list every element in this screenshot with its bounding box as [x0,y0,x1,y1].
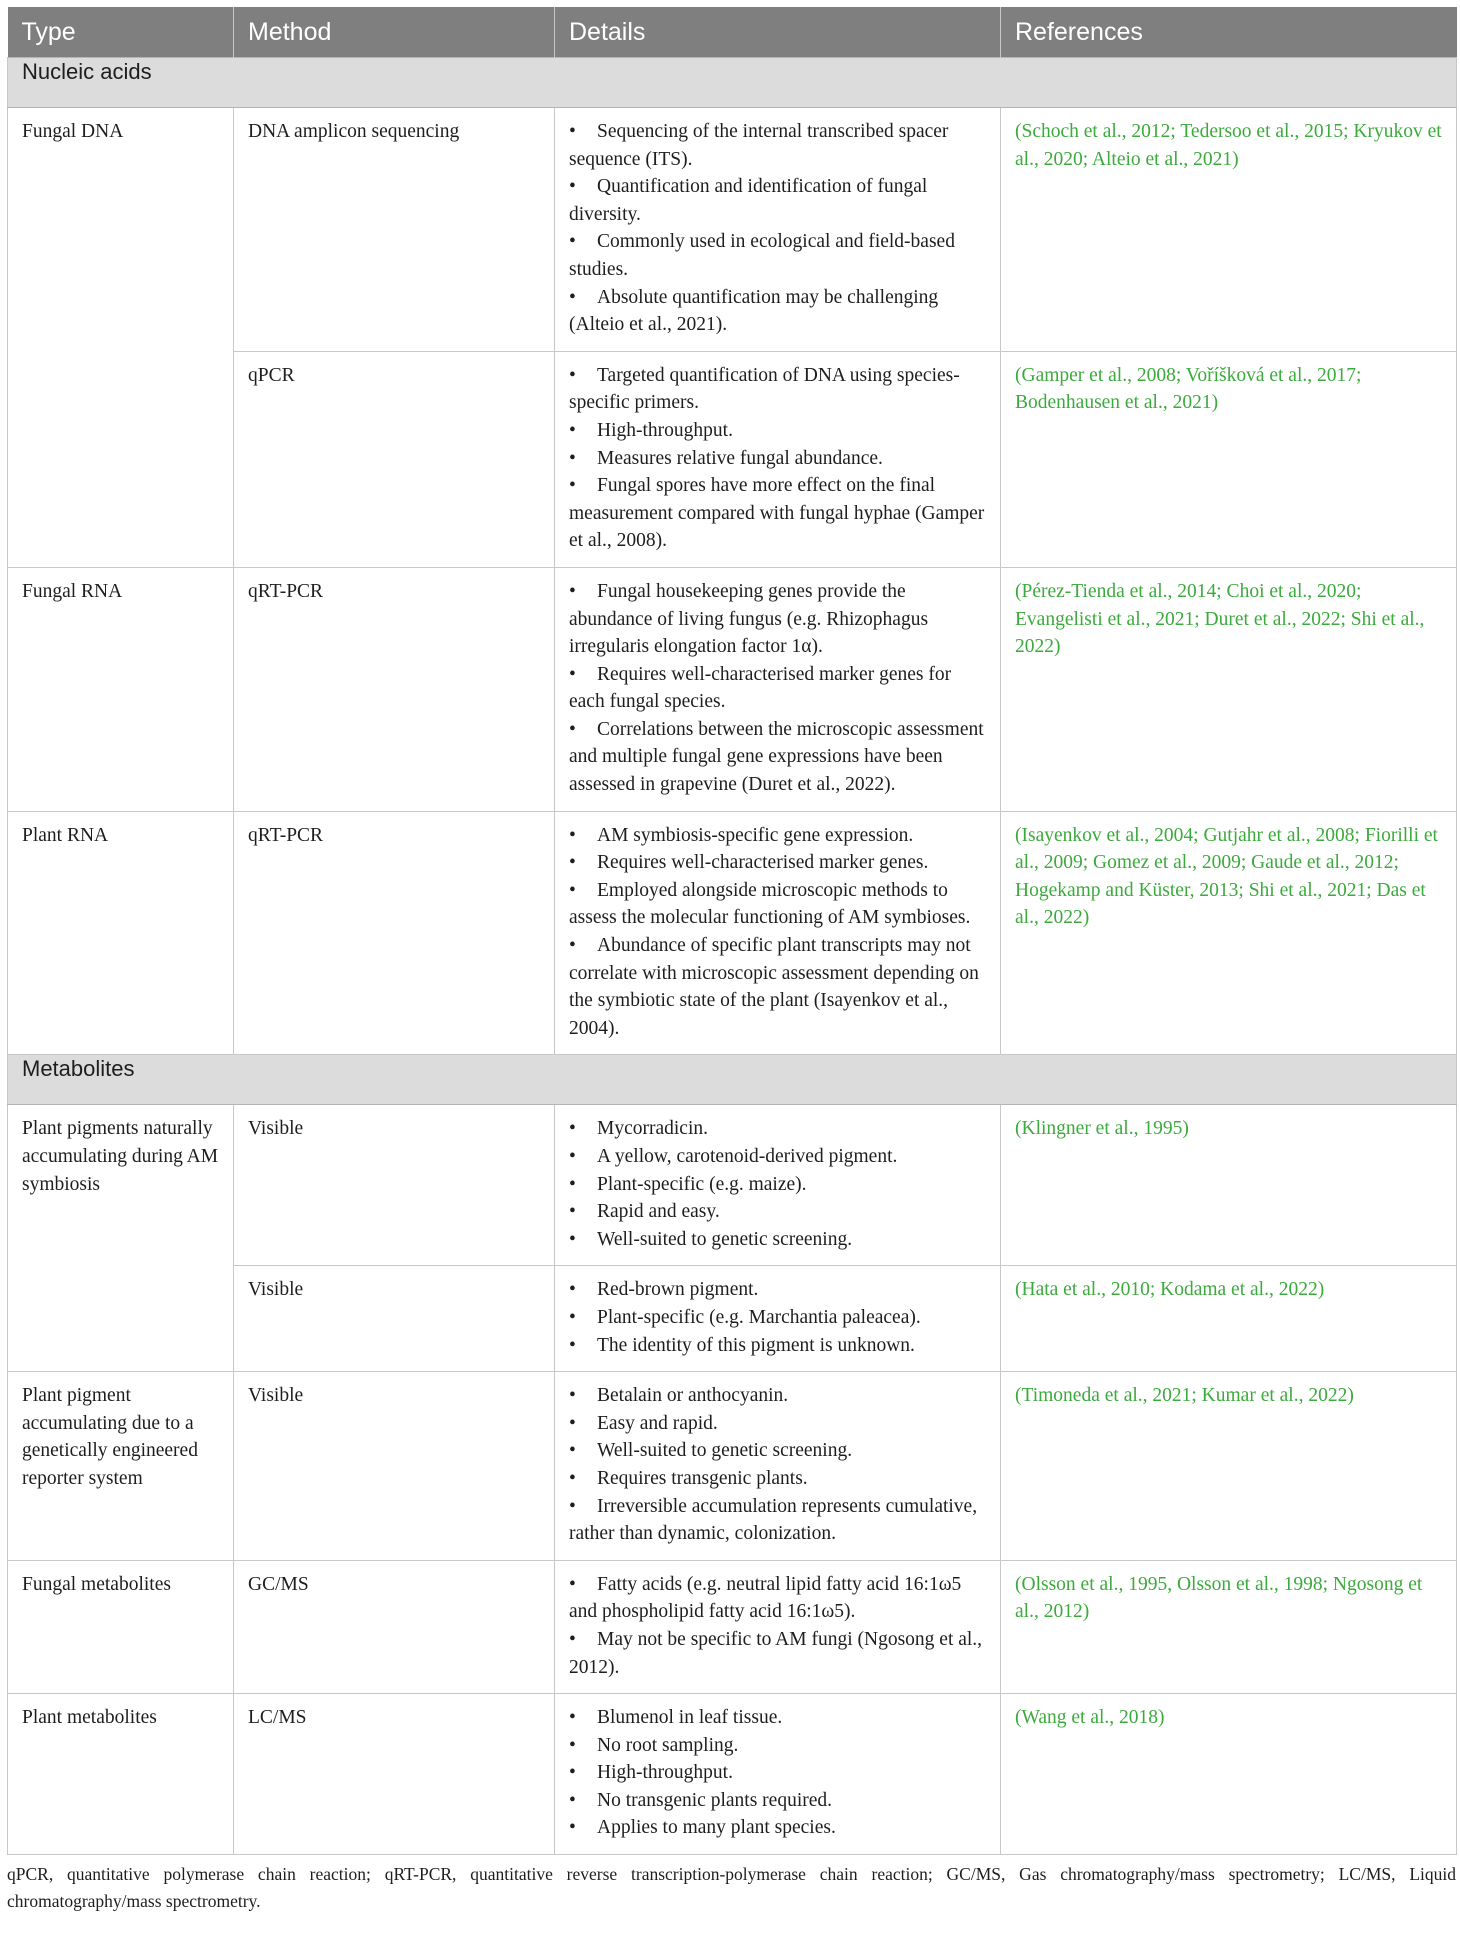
list-item [569,1814,986,1842]
table-row [8,811,1457,1055]
list-item [569,1437,986,1465]
list-item [569,472,986,555]
header-references: References [1001,7,1457,58]
header-details: Details [555,7,1001,58]
reference-links[interactable]: (Gamper et al., 2008; Voříšková et al., 2017; Bodenhausen et al., 2021) [1015,364,1362,414]
list-item [569,849,986,877]
details-list [569,822,986,1043]
bullet-icon: • [569,1334,576,1356]
detail-text: Well-suited to genetic screening. [597,1440,853,1462]
detail-text: Easy and rapid. [597,1412,718,1434]
details-cell [555,1266,1001,1372]
table-row [8,567,1457,811]
list-item [569,578,986,661]
type-cell: Plant metabolites [8,1694,234,1855]
bullet-icon: • [569,1146,576,1167]
list-item [569,118,986,173]
bullet-icon: • [569,1707,576,1729]
list-item [569,932,986,1042]
detail-text: Well-suited to genetic screening. [597,1228,853,1250]
list-item [569,173,986,228]
reference-links[interactable]: (Hata et al., 2010; Kodama et al., 2022) [1015,1279,1325,1301]
list-item [569,1382,986,1410]
method-cell: Visible [234,1105,555,1266]
references-cell [1001,567,1457,811]
list-item [569,1332,986,1360]
bullet-icon: • [569,580,576,602]
type-cell: Fungal RNA [8,567,234,811]
references-cell [1001,1372,1457,1561]
details-list [569,1382,986,1548]
bullet-icon: • [569,231,576,253]
bullet-icon: • [569,1573,576,1595]
detail-text: Irreversible accumulation represents cumulative, rather than dynamic, colonization. [569,1495,978,1545]
detail-text: A yellow, carotenoid-derived pigment. [597,1146,898,1167]
bullet-icon: • [569,1467,576,1489]
references-cell [1001,1694,1457,1855]
bullet-icon: • [569,447,576,469]
detail-text: Measures relative fungal abundance. [597,447,883,469]
list-item [569,1493,986,1548]
detail-text: May not be specific to AM fungi (Ngosong et al., 2012). [569,1628,983,1678]
table-footnote: qPCR, quantitative polymerase chain reaction; qRT-PCR, quantitative reverse transcription-polymerase chain reaction; GC/MS, Gas chromatography/mass spectrometry; LC/MS, Liquid chromatography/mass spectrometry. [7,1864,1456,1912]
list-item [569,445,986,473]
detail-text: Absolute quantification may be challenging (Alteio et al., 2021). [569,286,939,336]
detail-text: Rapid and easy. [597,1201,720,1223]
section-row [8,1055,1457,1105]
detail-text: Blumenol in leaf tissue. [597,1707,783,1729]
table-container [7,7,1456,1915]
bullet-icon: • [569,176,576,198]
list-item [569,1115,986,1143]
bullet-icon: • [569,1118,576,1140]
list-item [569,1732,986,1760]
bullet-icon: • [569,852,576,874]
header-row [8,7,1457,58]
detail-text: No root sampling. [597,1734,739,1756]
detail-text: No transgenic plants required. [597,1789,833,1811]
details-cell [555,351,1001,567]
detail-text: Mycorradicin. [597,1118,709,1140]
detail-text: High-throughput. [597,419,733,441]
detail-text: Commonly used in ecological and field-based studies. [569,231,955,280]
reference-links[interactable]: (Klingner et al., 1995) [1015,1118,1189,1140]
details-cell [555,1560,1001,1693]
bullet-icon: • [569,1762,576,1784]
bullet-icon: • [569,475,576,497]
details-list [569,362,986,555]
detail-text: Red-brown pigment. [597,1279,759,1301]
list-item [569,228,986,283]
method-cell: DNA amplicon sequencing [234,108,555,352]
method-cell: GC/MS [234,1560,555,1693]
list-item [569,1226,986,1254]
details-list [569,1704,986,1842]
bullet-icon: • [569,286,576,308]
list-item [569,1465,986,1493]
type-cell: Fungal metabolites [8,1560,234,1693]
bullet-icon: • [569,1734,576,1756]
detail-text: The identity of this pigment is unknown. [597,1334,915,1356]
section-row [8,58,1457,108]
reference-links[interactable]: (Schoch et al., 2012; Tedersoo et al., 2015; Kryukov et al., 2020; Alteio et al., 2021) [1015,121,1442,170]
references-cell [1001,1560,1457,1693]
type-cell: Plant pigment accumulating due to a genetically engineered reporter system [8,1372,234,1561]
list-item [569,1171,986,1199]
list-item [569,417,986,445]
section-title: Metabolites [8,1055,1457,1105]
detail-text: Quantification and identification of fungal diversity. [569,176,928,225]
bullet-icon: • [569,1306,576,1328]
bullet-icon: • [569,121,576,142]
bullet-icon: • [569,1412,576,1434]
methods-table [7,7,1457,1855]
table-row [8,1694,1457,1855]
list-item [569,1410,986,1438]
bullet-icon: • [569,935,576,957]
detail-text: Fungal spores have more effect on the final measurement compared with fungal hyphae (Gamper et al., 2008). [569,475,985,552]
list-item [569,1198,986,1226]
reference-links[interactable]: (Timoneda et al., 2021; Kumar et al., 2022) [1015,1385,1354,1407]
type-cell: Fungal DNA [8,108,234,568]
references-cell [1001,811,1457,1055]
header-type: Type [8,7,234,58]
detail-text: Requires well-characterised marker genes. [597,852,929,874]
list-item [569,1276,986,1304]
detail-text: High-throughput. [597,1762,733,1784]
detail-text: AM symbiosis-specific gene expression. [597,824,914,846]
table-row [8,1105,1457,1266]
reference-links[interactable]: (Wang et al., 2018) [1015,1707,1165,1729]
bullet-icon: • [569,1440,576,1462]
table-body [8,58,1457,1855]
bullet-icon: • [569,1385,576,1407]
list-item [569,822,986,850]
list-item [569,716,986,799]
list-item [569,1571,986,1626]
method-cell: qRT-PCR [234,811,555,1055]
type-cell: Plant RNA [8,811,234,1055]
detail-text: Betalain or anthocyanin. [597,1385,789,1407]
list-item [569,661,986,716]
detail-text: Fungal housekeeping genes provide the abundance of living fungus (e.g. Rhizophagus irregularis elongation factor 1α). [569,580,929,658]
list-item [569,1787,986,1815]
bullet-icon: • [569,1201,576,1223]
references-cell [1001,1105,1457,1266]
details-list [569,578,986,799]
list-item [569,1143,986,1171]
detail-text: Abundance of specific plant transcripts may not correlate with microscopic assessment depending on the symbiotic state of the plant (Isayenkov et al., 2004). [569,935,979,1039]
details-cell [555,811,1001,1055]
bullet-icon: • [569,419,576,441]
list-item [569,1304,986,1332]
details-list [569,118,986,339]
section-title: Nucleic acids [8,58,1457,108]
list-item [569,877,986,932]
bullet-icon: • [569,1817,576,1839]
details-list [569,1571,986,1681]
bullet-icon: • [569,1228,576,1250]
bullet-icon: • [569,879,576,901]
bullet-icon: • [569,718,576,740]
details-cell [555,108,1001,352]
method-cell: Visible [234,1266,555,1372]
detail-text: Plant-specific (e.g. maize). [597,1173,807,1195]
bullet-icon: • [569,1173,576,1195]
details-cell [555,567,1001,811]
list-item [569,284,986,339]
table-row [8,108,1457,352]
references-cell [1001,1266,1457,1372]
table-row [8,1560,1457,1693]
detail-text: Employed alongside microscopic methods to assess the molecular functioning of AM symbioses. [569,879,971,929]
bullet-icon: • [569,1628,576,1650]
detail-text: Correlations between the microscopic assessment and multiple fungal gene expressions have been assessed in grapevine (Duret et al., 2022). [569,718,984,796]
table-row [8,1372,1457,1561]
detail-text: Applies to many plant species. [597,1817,836,1839]
details-cell [555,1105,1001,1266]
references-cell [1001,351,1457,567]
references-cell [1001,108,1457,352]
detail-text: Targeted quantification of DNA using species-specific primers. [569,364,960,414]
bullet-icon: • [569,364,576,386]
details-list [569,1115,986,1253]
detail-text: Fatty acids (e.g. neutral lipid fatty acid 16:1ω5 and phospholipid fatty acid 16:1ω5). [569,1573,962,1623]
bullet-icon: • [569,824,576,846]
method-cell: qPCR [234,351,555,567]
details-cell [555,1372,1001,1561]
list-item [569,1759,986,1787]
details-cell [555,1694,1001,1855]
list-item [569,362,986,417]
details-list [569,1276,986,1359]
bullet-icon: • [569,663,576,685]
reference-links[interactable]: (Isayenkov et al., 2004; Gutjahr et al., 2008; Fiorilli et al., 2009; Gomez et al., 2009; Gaude et al., 2012; Hogekamp and Küster, 2013; Shi et al., 2021; Das et al., 2022) [1015,824,1438,929]
detail-text: Sequencing of the internal transcribed spacer sequence (ITS). [569,121,949,170]
type-cell: Plant pigments naturally accumulating during AM symbiosis [8,1105,234,1372]
detail-text: Requires well-characterised marker genes for each fungal species. [569,663,952,713]
list-item [569,1704,986,1732]
detail-text: Requires transgenic plants. [597,1467,808,1489]
bullet-icon: • [569,1279,576,1301]
method-cell: Visible [234,1372,555,1561]
reference-links[interactable]: (Olsson et al., 1995, Olsson et al., 1998; Ngosong et al., 2012) [1015,1573,1423,1623]
bullet-icon: • [569,1495,576,1517]
bullet-icon: • [569,1789,576,1811]
header-method: Method [234,7,555,58]
method-cell: LC/MS [234,1694,555,1855]
method-cell: qRT-PCR [234,567,555,811]
reference-links[interactable]: (Pérez-Tienda et al., 2014; Choi et al., 2020; Evangelisti et al., 2021; Duret et al., 2022; Shi et al., 2022) [1015,580,1425,658]
detail-text: Plant-specific (e.g. Marchantia paleacea). [597,1306,921,1328]
list-item [569,1626,986,1681]
